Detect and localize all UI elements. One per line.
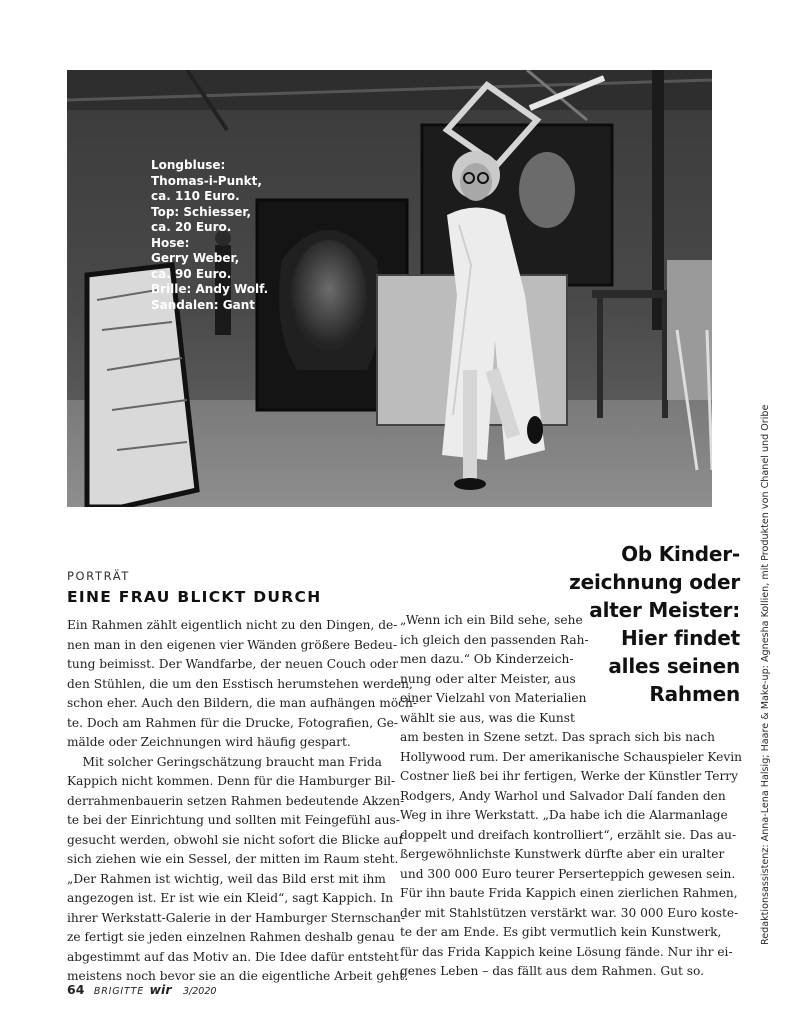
photo-credit: Redaktionsassistenz: Anna-Lena Halsig; Haare & Make-up: Agnesha Kollien, mit Produkten von Chanel und Oribe xyxy=(760,404,771,945)
body-line: Costner ließ bei ihr fertigen, Werke der Künstler Terry xyxy=(400,769,738,783)
body-line: ze fertigt sie jeden einzelnen Rahmen deshalb genau xyxy=(67,930,395,944)
outfit-caption xyxy=(151,158,301,313)
body-line: te. Doch am Rahmen für die Drucke, Fotografien, Ge- xyxy=(67,715,399,730)
body-line: derrahmenbauerin setzen Rahmen bedeutende Akzen- xyxy=(67,793,405,808)
pull-quote-line: alter Meister: xyxy=(589,598,740,622)
caption-line: Brille: Andy Wolf. xyxy=(151,282,269,296)
issue-number: 3/2020 xyxy=(183,986,217,997)
body-line: mälde oder Zeichnungen wird häufig gespart. xyxy=(67,735,351,749)
body-line: am besten in Szene setzt. Das sprach sich bis nach xyxy=(400,730,715,744)
pull-quote-line: alles seinen xyxy=(608,654,740,678)
article-kicker: PORTRÄT xyxy=(67,569,130,583)
body-line: nen man in den eigenen vier Wänden größere Bedeu- xyxy=(67,637,397,652)
pull-quote-line: zeichnung oder xyxy=(569,570,740,594)
body-line: nung oder alter Meister, aus xyxy=(400,671,576,686)
body-line: Ein Rahmen zählt eigentlich nicht zu den Dingen, de- xyxy=(67,618,398,632)
caption-line: Thomas-i-Punkt, xyxy=(151,173,262,188)
caption-line: Hose: xyxy=(151,235,190,250)
caption-line: ca. 90 Euro. xyxy=(151,266,232,281)
caption-line: Gerry Weber, xyxy=(151,251,240,265)
body-line: ßergewöhnlichste Kunstwerk dürfte aber ein uralter xyxy=(400,847,725,861)
body-line: abgestimmt auf das Motiv an. Die Idee dafür entsteht xyxy=(67,949,399,964)
pull-quote-line: Ob Kinder- xyxy=(621,542,740,566)
pull-quote-line: Rahmen xyxy=(649,682,740,706)
magazine-suffix: wir xyxy=(149,982,172,997)
page-footer xyxy=(67,982,216,997)
body-line: te bei der Einrichtung und sollten mit Feingefühl aus- xyxy=(67,813,400,827)
body-line: „Wenn ich ein Bild sehe, sehe xyxy=(400,613,583,627)
body-line: Kappich nicht kommen. Denn für die Hamburger Bil- xyxy=(67,774,396,788)
body-line: „Der Rahmen ist wichtig, weil das Bild erst mit ihm xyxy=(67,871,386,886)
body-line: Für ihn baute Frida Kappich einen zierlichen Rahmen, xyxy=(400,886,738,900)
body-line: für das Frida Kappich keine Lösung fände. Nur ihr ei- xyxy=(400,944,733,959)
caption-line: ca. 110 Euro. xyxy=(151,189,240,203)
caption-line: Sandalen: Gant xyxy=(151,297,255,312)
caption-line: Top: Schiesser, xyxy=(151,204,252,219)
body-line: men dazu.“ Ob Kinderzeich- xyxy=(400,652,574,666)
article-column-2 xyxy=(400,728,743,982)
body-line: meistens noch bevor sie an die eigentliche Arbeit geht. xyxy=(67,969,409,983)
article-column-2-top xyxy=(400,611,589,728)
body-line: angezogen ist. Er ist wie ein Kleid“, sagt Kappich. In xyxy=(67,891,394,905)
body-line: den Stühlen, die um den Esstisch herumstehen werden, xyxy=(67,676,413,691)
body-line: doppelt und dreifach kontrolliert“, erzählt sie. Das au- xyxy=(400,827,737,842)
hero-photo xyxy=(67,70,712,507)
caption-line: ca. 20 Euro. xyxy=(151,220,232,234)
body-line: schon eher. Auch den Bildern, die man aufhängen möch- xyxy=(67,696,417,710)
pull-quote-line: Hier findet xyxy=(620,626,740,650)
body-line: Weg in ihre Werkstatt. „Da habe ich die Alarmanlage xyxy=(400,808,728,822)
body-line: der mit Stahlstützen verstärkt war. 30 000 Euro koste- xyxy=(400,905,739,920)
body-line: und 300 000 Euro teurer Perserteppich gewesen sein. xyxy=(400,866,736,881)
caption-title: Longbluse: xyxy=(151,158,226,172)
body-line: genes Leben – das fällt aus dem Rahmen. Gut so. xyxy=(400,964,704,978)
body-line: einer Vielzahl von Materialien xyxy=(400,691,587,705)
article-headline: EINE FRAU BLICKT DURCH xyxy=(67,588,322,606)
body-line: sich ziehen wie ein Sessel, der mitten im Raum steht. xyxy=(67,852,399,866)
body-line: wählt sie aus, was die Kunst xyxy=(400,710,575,725)
article-column-1 xyxy=(67,616,417,987)
body-line: Mit solcher Geringschätzung braucht man Frida xyxy=(67,754,382,769)
magazine-name: BRIGITTE xyxy=(93,986,144,997)
body-line: Rodgers, Andy Warhol und Salvador Dalí fanden den xyxy=(400,788,726,803)
body-line: te der am Ende. Es gibt vermutlich kein Kunstwerk, xyxy=(400,925,722,939)
body-line: tung beimisst. Der Wandfarbe, der neuen Couch oder xyxy=(67,657,399,671)
page-number: 64 xyxy=(67,982,85,997)
body-line: Hollywood rum. Der amerikanische Schauspieler Kevin xyxy=(400,749,743,764)
body-line: ich gleich den passenden Rah- xyxy=(400,632,589,647)
body-line: gesucht werden, obwohl sie nicht sofort die Blicke auf xyxy=(67,832,404,847)
body-line: ihrer Werkstatt-Galerie in der Hamburger Sternschan- xyxy=(67,910,405,925)
